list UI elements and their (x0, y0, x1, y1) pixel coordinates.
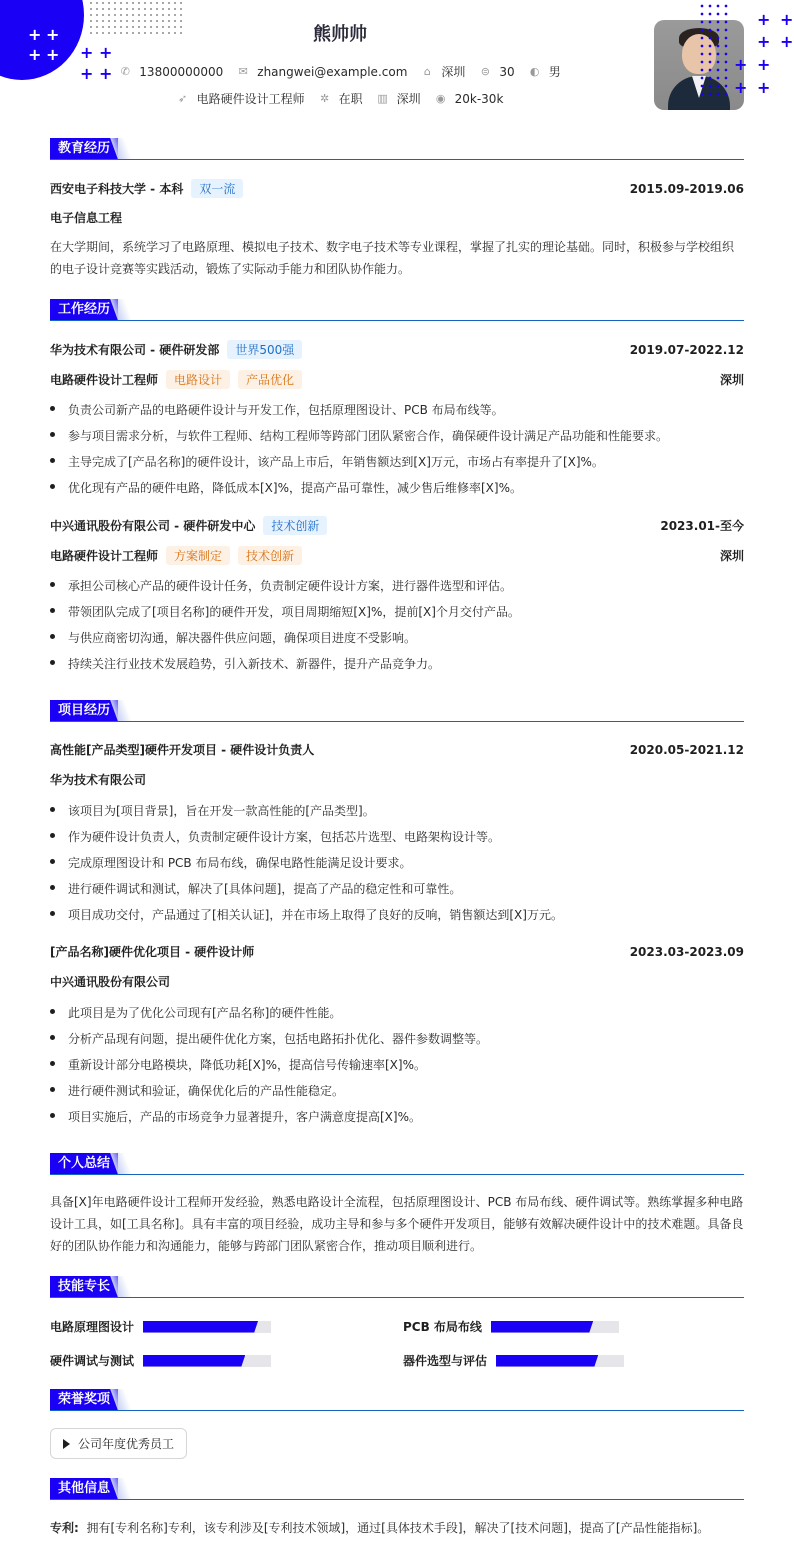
work-title-row (50, 370, 744, 389)
project-header (50, 741, 744, 758)
section-title: 荣誉奖项 (50, 1389, 118, 1410)
contact-info-row (0, 63, 680, 83)
company-tag: 技术创新 (263, 516, 327, 535)
plus-decoration-icon: + (734, 78, 748, 97)
skill-tag: 电路设计 (166, 370, 230, 389)
bullet-item: 进行硬件测试和验证，确保优化后的产品性能稳定。 (50, 1082, 744, 1099)
work-date: 2023.01-至今 (660, 519, 744, 533)
age-icon: ⊜ (480, 65, 491, 78)
bullet-item: 作为硬件设计负责人，负责制定硬件设计方案，包括芯片选型、电路架构设计等。 (50, 828, 744, 845)
award-label: 公司年度优秀员工 (78, 1437, 175, 1451)
info-text: 电路硬件设计工程师 (196, 92, 305, 106)
plus-decoration-icon: + (780, 32, 794, 51)
plus-decoration-icon: + (757, 55, 771, 74)
info-item (119, 63, 223, 80)
section-education (50, 138, 744, 160)
info-item (237, 63, 407, 80)
bullet-item: 带领团队完成了[项目名称]的硬件开发，项目周期缩短[X]%，提前[X]个月交付产品。 (50, 603, 744, 620)
info-text: 深圳 (396, 92, 421, 106)
section-summary (50, 1153, 744, 1175)
school-tag: 双一流 (191, 179, 243, 198)
section-title: 个人总结 (50, 1153, 118, 1174)
bullet-item: 进行硬件调试和测试，解决了[具体问题]，提高了产品的稳定性和可靠性。 (50, 880, 744, 897)
bullet-item: 持续关注行业技术发展趋势，引入新技术、新器件，提升产品竞争力。 (50, 655, 744, 672)
bullet-item: 项目成功交付，产品通过了[相关认证]，并在市场上取得了良好的反响，销售额达到[X]万元。 (50, 906, 744, 923)
skill-item: 器件选型与评估 (403, 1352, 624, 1369)
section-work (50, 299, 744, 321)
bullet-item: 此项目是为了优化公司现有[产品名称]的硬件性能。 (50, 1004, 744, 1021)
section-projects (50, 700, 744, 722)
info-item (377, 90, 421, 107)
work-company-group (50, 340, 302, 359)
plus-decoration-icon: + (99, 64, 113, 83)
work-title-row (50, 546, 744, 565)
plus-decoration-icon: + (757, 78, 771, 97)
work-date: 2019.07-2022.12 (629, 342, 744, 357)
education-description: 在大学期间，系统学习了电路原理、模拟电子技术、数字电子技术等专业课程，掌握了扎实的理论基础。同时，积极参与学校组织的电子设计竞赛等实践活动，锻炼了实际动手能力和团队协作能力。 (50, 240, 735, 276)
skill-item: PCB 布局布线 (403, 1318, 619, 1335)
other-text: 拥有[专利名称]专利，该专利涉及[专利技术领域]，通过[具体技术手段]，解决了[技术问题]，提高了[产品性能指标]。 (86, 1521, 710, 1535)
award-item[interactable] (50, 1428, 187, 1459)
plus-decoration-icon: + (28, 25, 42, 44)
project-company: 中兴通讯股份有限公司 (50, 975, 171, 989)
gender-icon: ◐ (529, 65, 540, 78)
project-company: 华为技术有限公司 (50, 773, 147, 787)
plus-decoration-icon: + (757, 10, 771, 29)
info-text: 20k-30k (454, 91, 504, 106)
info-item (529, 63, 561, 80)
project-date: 2020.05-2021.12 (629, 742, 744, 757)
summary-text: 具备[X]年电路硬件设计工程师开发经验，熟悉电路设计全流程，包括原理图设计、PCB 布局布线、硬件调试等。熟练掌握多种电路设计工具，如[工具名称]。具有丰富的项目经验，成功主导和参与多个硬件开发项目，能够有效解决硬件设计中的技术难题。具备良好的团队协作能力和沟通能力，能够与跨部门团队紧密合作，推动项目顺利进行。 (50, 1195, 744, 1253)
bullet-item: 完成原理图设计和 PCB 布局布线，确保电路性能满足设计要求。 (50, 854, 744, 871)
major: 电子信息工程 (50, 211, 123, 225)
info-item (421, 63, 465, 80)
section-title: 项目经历 (50, 700, 118, 721)
info-text: 在职 (338, 92, 363, 106)
job-title-group (50, 370, 302, 389)
info-text: 深圳 (441, 65, 466, 79)
phone-icon: ✆ (120, 65, 130, 78)
plus-decoration-icon: + (757, 32, 771, 51)
school-name: 西安电子科技大学 - 本科 (50, 182, 184, 196)
skill-tag: 方案制定 (166, 546, 230, 565)
plus-decoration-icon: + (80, 43, 94, 62)
education-header (50, 179, 744, 198)
plus-decoration-icon: + (80, 64, 94, 83)
bullet-item: 与供应商密切沟通，解决器件供应问题，确保项目进度不受影响。 (50, 629, 744, 646)
info-item (435, 90, 504, 107)
job-title-group (50, 546, 302, 565)
job-title: 电路硬件设计工程师 (50, 373, 159, 387)
bullet-item: 负责公司新产品的电路硬件设计与开发工作，包括原理图设计、PCB 布局布线等。 (50, 401, 744, 418)
work-header (50, 516, 744, 535)
plus-decoration-icon: + (734, 55, 748, 74)
education-date: 2015.09-2019.06 (629, 181, 744, 196)
section-awards (50, 1389, 744, 1411)
info-item (319, 90, 363, 107)
info-text: zhangwei@example.com (257, 64, 408, 79)
skill-item: 电路原理图设计 (50, 1318, 271, 1335)
company-tag: 世界500强 (227, 340, 302, 359)
section-other (50, 1478, 744, 1500)
bullet-item: 分析产品现有问题，提出硬件优化方案，包括电路拓扑优化、器件参数调整等。 (50, 1030, 744, 1047)
plus-decoration-icon: + (28, 45, 42, 64)
info-text: 男 (548, 65, 561, 79)
bullet-item: 承担公司核心产品的硬件设计任务，负责制定硬件设计方案，进行器件选型和评估。 (50, 577, 744, 594)
company-name: 华为技术有限公司 - 硬件研发部 (50, 343, 220, 357)
job-title: 电路硬件设计工程师 (50, 549, 159, 563)
skill-bar (491, 1321, 619, 1333)
project-company-row (50, 771, 744, 788)
project-company-row (50, 973, 744, 990)
work-city: 深圳 (719, 549, 744, 563)
section-title: 工作经历 (50, 299, 118, 320)
section-title: 技能专长 (50, 1276, 118, 1297)
education-major-row (50, 209, 744, 226)
info-text: 30 (499, 64, 515, 79)
status-icon: ✲ (319, 92, 330, 105)
project-date: 2023.03-2023.09 (629, 944, 744, 959)
section-title: 其他信息 (50, 1478, 118, 1499)
bullet-item: 重新设计部分电路模块，降低功耗[X]%，提高信号传输速率[X]%。 (50, 1056, 744, 1073)
plus-decoration-icon: + (46, 45, 60, 64)
section-title: 教育经历 (50, 138, 118, 159)
project-header (50, 943, 744, 960)
work-header (50, 340, 744, 359)
bullet-item: 参与项目需求分析，与软件工程师、结构工程师等跨部门团队紧密合作，确保硬件设计满足产品功能和性能要求。 (50, 427, 744, 444)
work-city: 深圳 (719, 373, 744, 387)
skill-tag: 技术创新 (238, 546, 302, 565)
plus-decoration-icon: + (99, 43, 113, 62)
job-info-row (0, 90, 680, 107)
skill-bar (496, 1355, 624, 1367)
job-icon: ➶ (177, 92, 188, 105)
work-company-group (50, 516, 327, 535)
section-skills (50, 1276, 744, 1298)
home-icon: ⌂ (423, 65, 431, 78)
bullet-item: 项目实施后，产品的市场竞争力显著提升，客户满意度提高[X]%。 (50, 1108, 744, 1125)
dot-grid-decoration (698, 2, 730, 100)
info-text: 13800000000 (139, 64, 224, 79)
skill-bar (143, 1355, 271, 1367)
salary-icon: ◉ (435, 92, 446, 105)
other-info (50, 1517, 744, 1539)
plus-decoration-icon: + (780, 10, 794, 29)
info-item (177, 90, 305, 107)
bullet-item: 主导完成了[产品名称]的硬件设计，该产品上市后，年销售额达到[X]万元，市场占有率提升了[X]%。 (50, 453, 744, 470)
company-name: 中兴通讯股份有限公司 - 硬件研发中心 (50, 519, 256, 533)
project-name: 高性能[产品类型]硬件开发项目 - 硬件设计负责人 (50, 743, 315, 757)
triangle-right-icon (63, 1439, 70, 1449)
skill-tag: 产品优化 (238, 370, 302, 389)
email-icon: ✉ (238, 65, 248, 78)
other-label: 专利: (50, 1521, 79, 1535)
building-icon: ▥ (377, 92, 388, 105)
skill-bar (143, 1321, 271, 1333)
bullet-item: 优化现有产品的硬件电路，降低成本[X]%，提高产品可靠性，减少售后维修率[X]%。 (50, 479, 744, 496)
plus-decoration-icon: + (46, 25, 60, 44)
skill-item: 硬件调试与测试 (50, 1352, 271, 1369)
info-item (479, 63, 514, 80)
project-name: [产品名称]硬件优化项目 - 硬件设计师 (50, 945, 255, 959)
candidate-name: 熊帅帅 (313, 24, 367, 45)
bullet-item: 该项目为[项目背景]，旨在开发一款高性能的[产品类型]。 (50, 802, 744, 819)
